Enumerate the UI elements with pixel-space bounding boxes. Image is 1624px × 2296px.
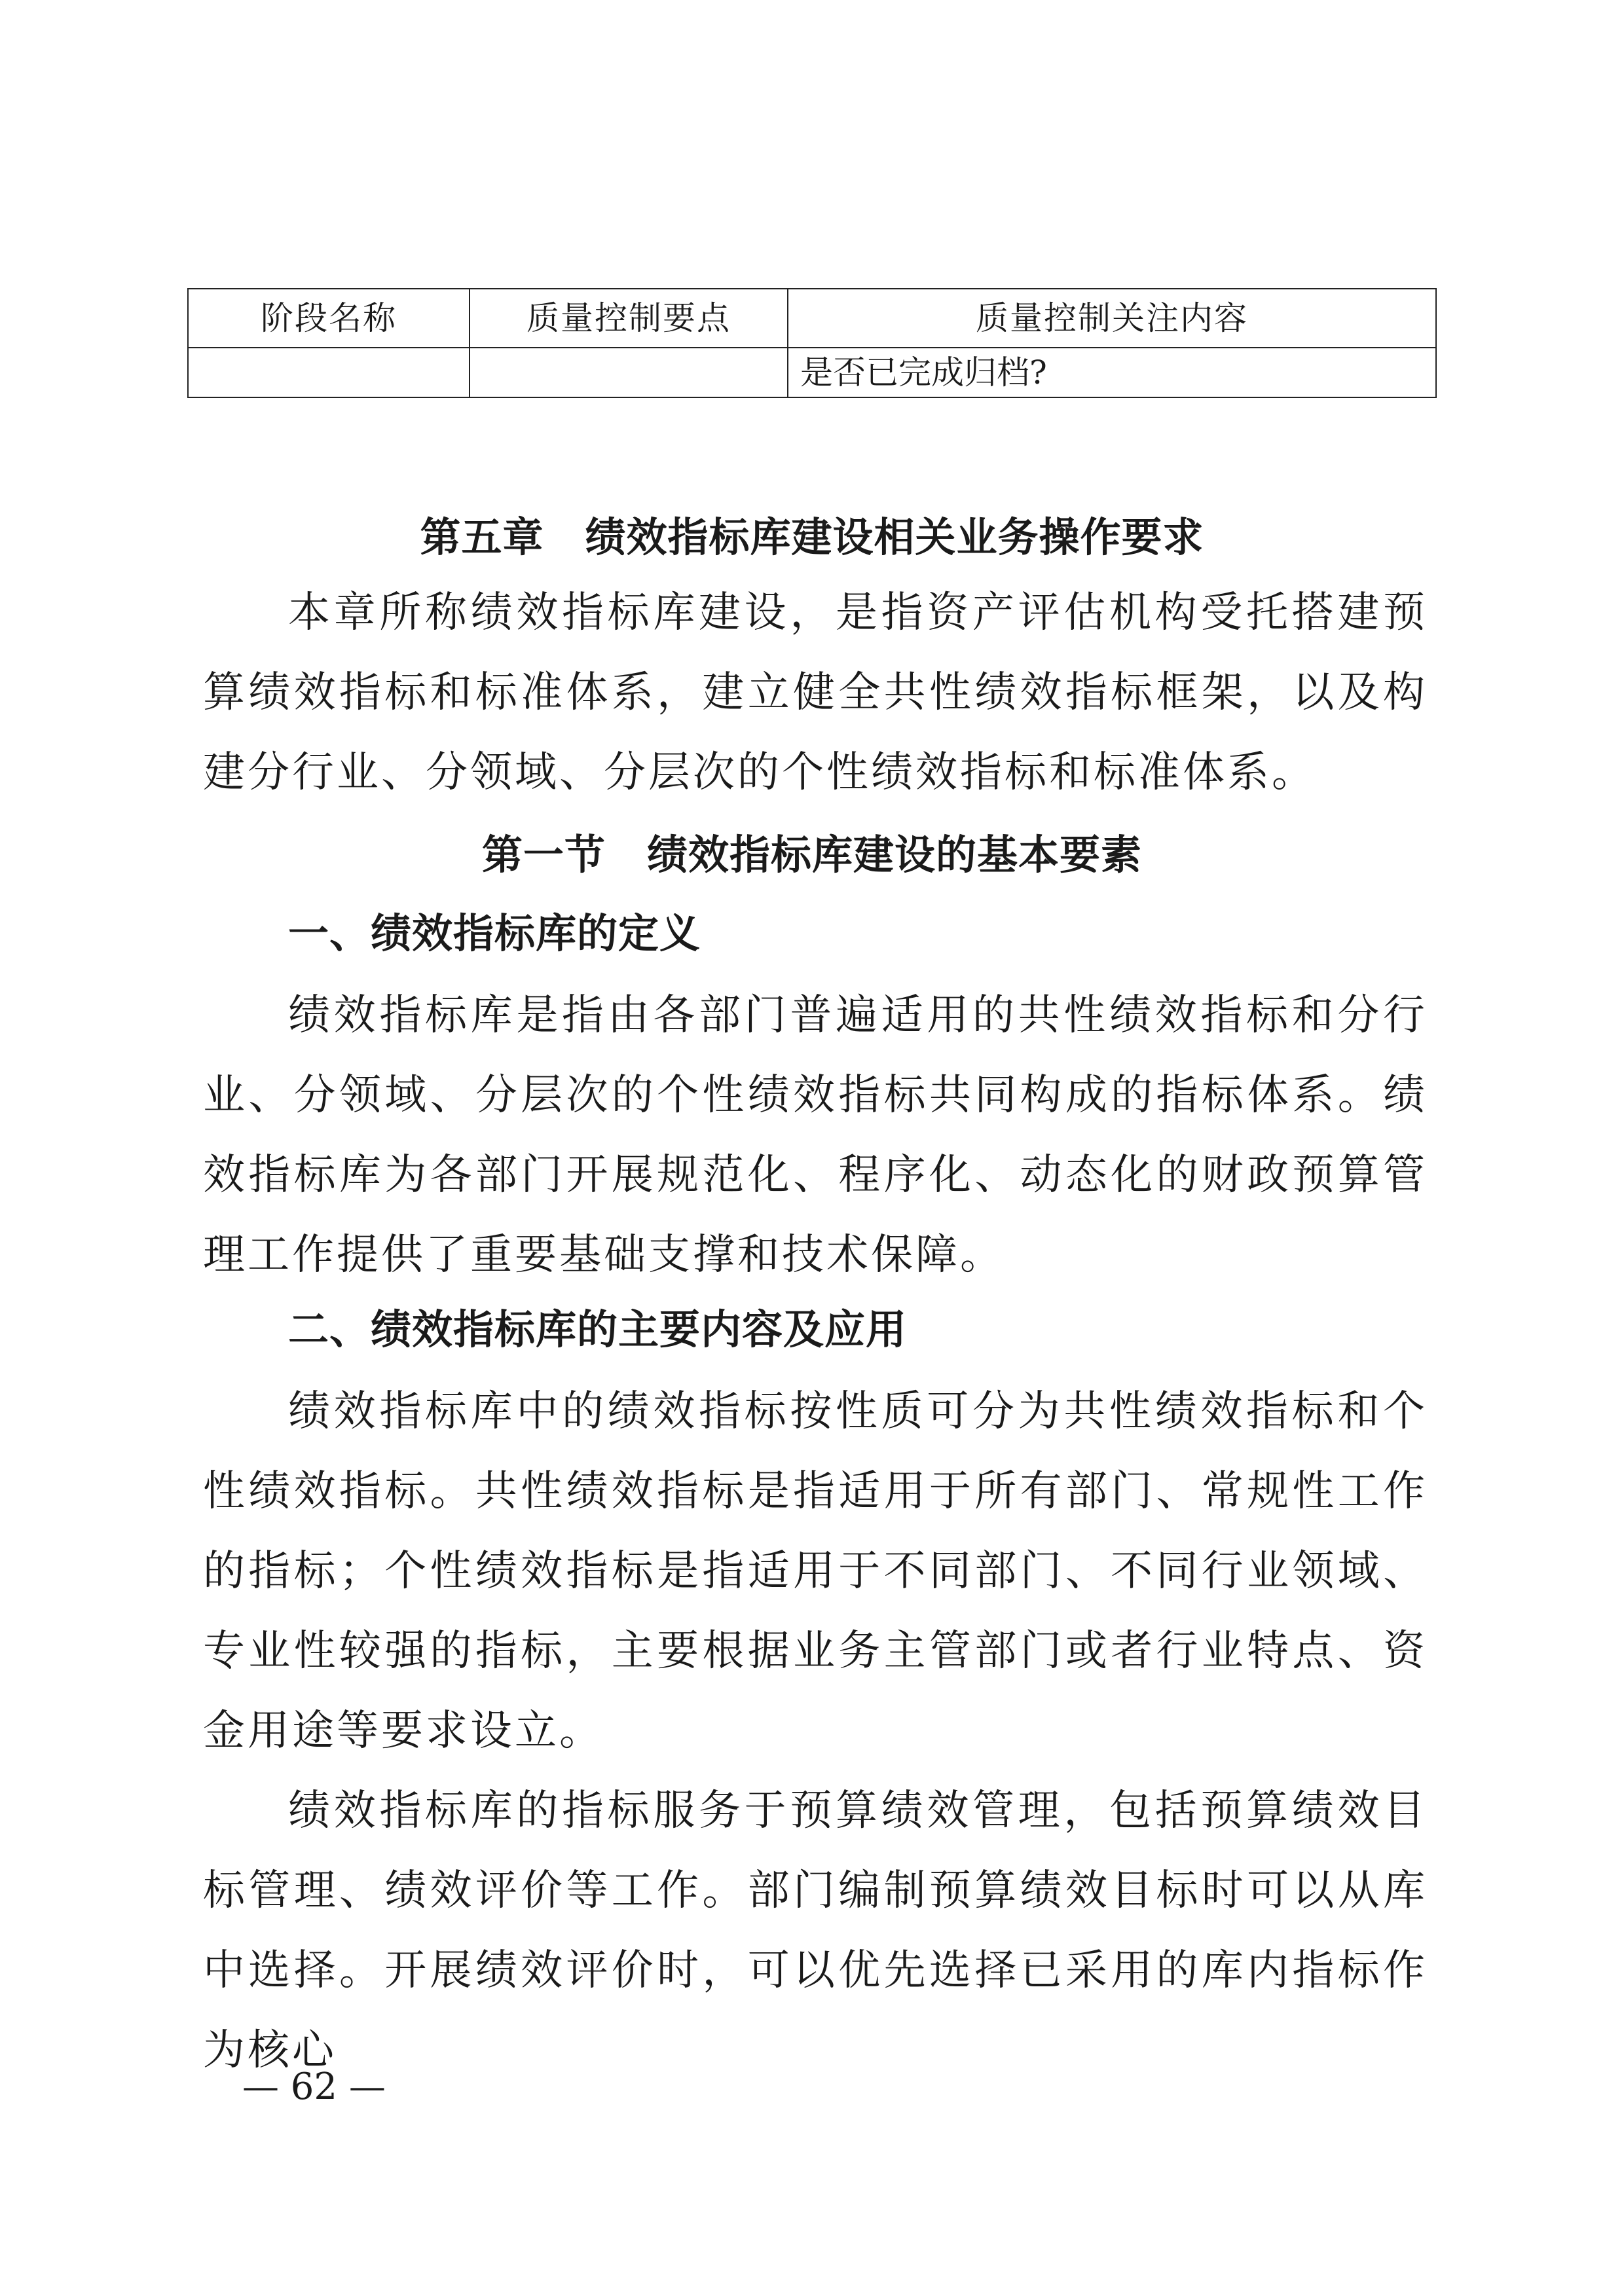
chapter-intro-paragraph: 本章所称绩效指标库建设，是指资产评估机构受托搭建预算绩效指标和标准体系，建立健全共性绩效指标框架，以及构建分行业、分领域、分层次的个性绩效指标和标准体系。	[203, 589, 1428, 797]
table-cell	[470, 348, 788, 397]
table-header-focus-content: 质量控制关注内容	[788, 289, 1436, 348]
table-cell: 是否已完成归档?	[788, 348, 1436, 397]
application-paragraph: 绩效指标库的指标服务于预算绩效管理，包括预算绩效目标管理、绩效评价等工作。部门编制预算绩效目标时可以从库中选择。开展绩效评价时，可以优先选择已采用的库内指标作为核心	[203, 1787, 1428, 2075]
table-header-control-points: 质量控制要点	[470, 289, 788, 348]
table-row	[188, 348, 1436, 397]
table-header-row	[188, 289, 1436, 348]
table-header-stage-name: 阶段名称	[188, 289, 470, 348]
subsection-title-content-application: 二、绩效指标库的主要内容及应用	[288, 1305, 908, 1353]
chapter-title: 第五章 绩效指标库建设相关业务操作要求	[420, 513, 1204, 561]
definition-paragraph: 绩效指标库是指由各部门普遍适用的共性绩效指标和分行业、分领域、分层次的个性绩效指标共同构成的指标体系。绩效指标库为各部门开展规范化、程序化、动态化的财政预算管理工作提供了重要基础支撑和技术保障。	[203, 991, 1428, 1279]
page-number: — 62 —	[242, 2066, 386, 2108]
table-cell	[188, 348, 470, 397]
quality-control-table	[187, 288, 1437, 398]
section-title: 第一节 绩效指标库建设的基本要素	[481, 831, 1142, 879]
subsection-title-definition: 一、绩效指标库的定义	[288, 909, 701, 957]
content-paragraph: 绩效指标库中的绩效指标按性质可分为共性绩效指标和个性绩效指标。共性绩效指标是指适用于所有部门、常规性工作的指标；个性绩效指标是指适用于不同部门、不同行业领域、专业性较强的指标，主要根据业务主管部门或者行业特点、资金用途等要求设立。	[203, 1387, 1428, 1755]
